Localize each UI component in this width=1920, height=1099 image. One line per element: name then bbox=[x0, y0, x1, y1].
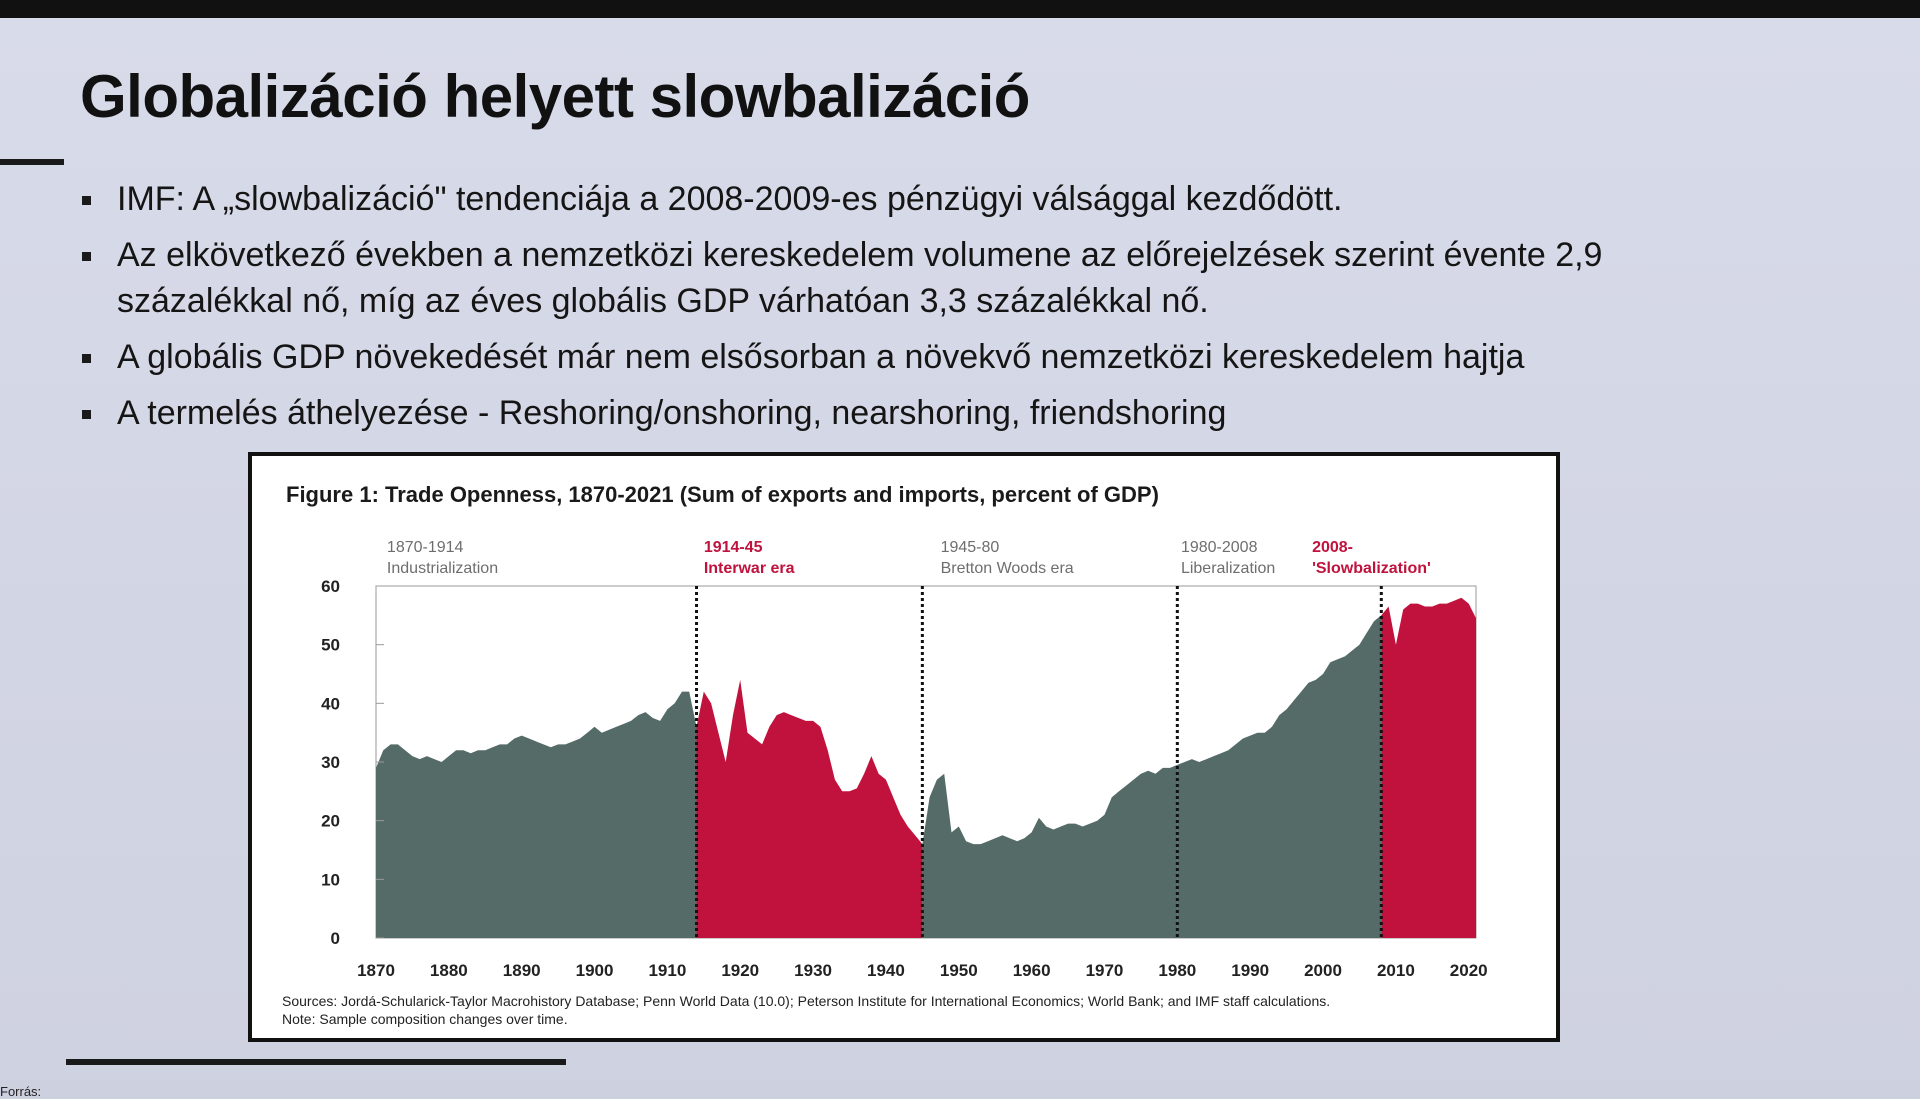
era-years-label: 2008- bbox=[1312, 539, 1354, 556]
square-bullet-icon bbox=[82, 252, 91, 261]
era-years-label: 1914-45 bbox=[703, 539, 763, 556]
y-tick-label: 40 bbox=[321, 694, 340, 714]
x-tick-label: 1920 bbox=[721, 961, 760, 980]
source-label: Forrás: bbox=[0, 1084, 42, 1099]
era-name-label: Liberalization bbox=[1180, 560, 1276, 577]
presentation-slide bbox=[0, 18, 1920, 1099]
x-tick-label: 2010 bbox=[1376, 961, 1415, 980]
y-tick-label: 60 bbox=[321, 577, 340, 596]
figure-sources: Sources: Jordá-Schularick-Taylor Macrohistory Database; Penn World Data (10.0); Peterson Institute for International Economics; World Bank; and IMF staff calculations. bbox=[282, 993, 1331, 1009]
x-tick-label: 1870 bbox=[357, 961, 395, 980]
y-tick-label: 30 bbox=[321, 753, 340, 772]
era-name-label: Interwar era bbox=[703, 560, 795, 577]
screen-top-bar bbox=[0, 0, 1920, 18]
x-tick-label: 1890 bbox=[502, 961, 541, 980]
bullet-item bbox=[80, 176, 1780, 222]
x-tick-label: 1930 bbox=[794, 961, 833, 980]
bullet-item bbox=[80, 390, 1780, 436]
x-tick-label: 1960 bbox=[1012, 961, 1051, 980]
x-tick-label: 2020 bbox=[1449, 961, 1488, 980]
era-name-label: Bretton Woods era bbox=[940, 560, 1074, 577]
bullet-list bbox=[80, 176, 1780, 446]
bullet-text: A termelés áthelyezése - Reshoring/onshoring, nearshoring, friendshoring bbox=[117, 394, 1227, 432]
y-tick-label: 50 bbox=[321, 635, 340, 655]
figure-notes bbox=[282, 992, 1330, 1028]
era-name-label: Industrialization bbox=[386, 560, 499, 577]
era-name-label: 'Slowbalization' bbox=[1312, 560, 1431, 577]
bullet-item bbox=[80, 334, 1780, 380]
x-tick-label: 1880 bbox=[429, 961, 468, 980]
trade-openness-chart bbox=[252, 456, 1556, 1038]
series-area-0 bbox=[376, 692, 697, 938]
x-tick-label: 1970 bbox=[1085, 961, 1124, 980]
x-tick-label: 1940 bbox=[867, 961, 905, 980]
era-years-label: 1945-80 bbox=[940, 539, 1000, 556]
trade-openness-figure bbox=[248, 452, 1560, 1042]
slide-title: Globalizáció helyett slowbalizáció bbox=[80, 63, 1030, 130]
era-years-label: 1980-2008 bbox=[1180, 539, 1258, 556]
figure-note: Note: Sample composition changes over time. bbox=[282, 1011, 568, 1027]
bullet-item bbox=[80, 232, 1780, 324]
series-area-1 bbox=[697, 680, 923, 938]
series-area-4 bbox=[1381, 598, 1476, 938]
y-tick-label: 20 bbox=[321, 811, 340, 831]
square-bullet-icon bbox=[82, 196, 91, 205]
square-bullet-icon bbox=[82, 410, 91, 419]
square-bullet-icon bbox=[82, 354, 91, 363]
y-tick-label: 10 bbox=[321, 870, 340, 890]
footer-accent-line bbox=[66, 1059, 566, 1065]
figure-title: Figure 1: Trade Openness, 1870-2021 (Sum of exports and imports, percent of GDP) bbox=[286, 482, 1159, 507]
x-tick-label: 2000 bbox=[1304, 961, 1342, 980]
x-tick-label: 1910 bbox=[648, 961, 687, 980]
series-area-3 bbox=[1177, 615, 1381, 938]
x-tick-label: 1980 bbox=[1158, 961, 1197, 980]
y-tick-label: 0 bbox=[330, 929, 340, 948]
x-tick-label: 1990 bbox=[1231, 961, 1270, 980]
bullet-text: IMF: A „slowbalizáció" tendenciája a 2008-2009-es pénzügyi válsággal kezdődött. bbox=[117, 180, 1343, 218]
series-area-2 bbox=[922, 765, 1177, 938]
x-tick-label: 1900 bbox=[575, 961, 614, 980]
x-tick-label: 1950 bbox=[939, 961, 978, 980]
bullet-text: Az elkövetkező években a nemzetközi kereskedelem volumene az előrejelzések szerint évente 2,9 százalékkal nő, míg az éves globális GDP várhatóan 3,3 százalékkal nő. bbox=[117, 236, 1603, 320]
bullet-text: A globális GDP növekedését már nem elsősorban a növekvő nemzetközi kereskedelem hajtja bbox=[117, 338, 1525, 376]
era-years-label: 1870-1914 bbox=[386, 539, 464, 556]
title-accent-line bbox=[0, 159, 64, 165]
